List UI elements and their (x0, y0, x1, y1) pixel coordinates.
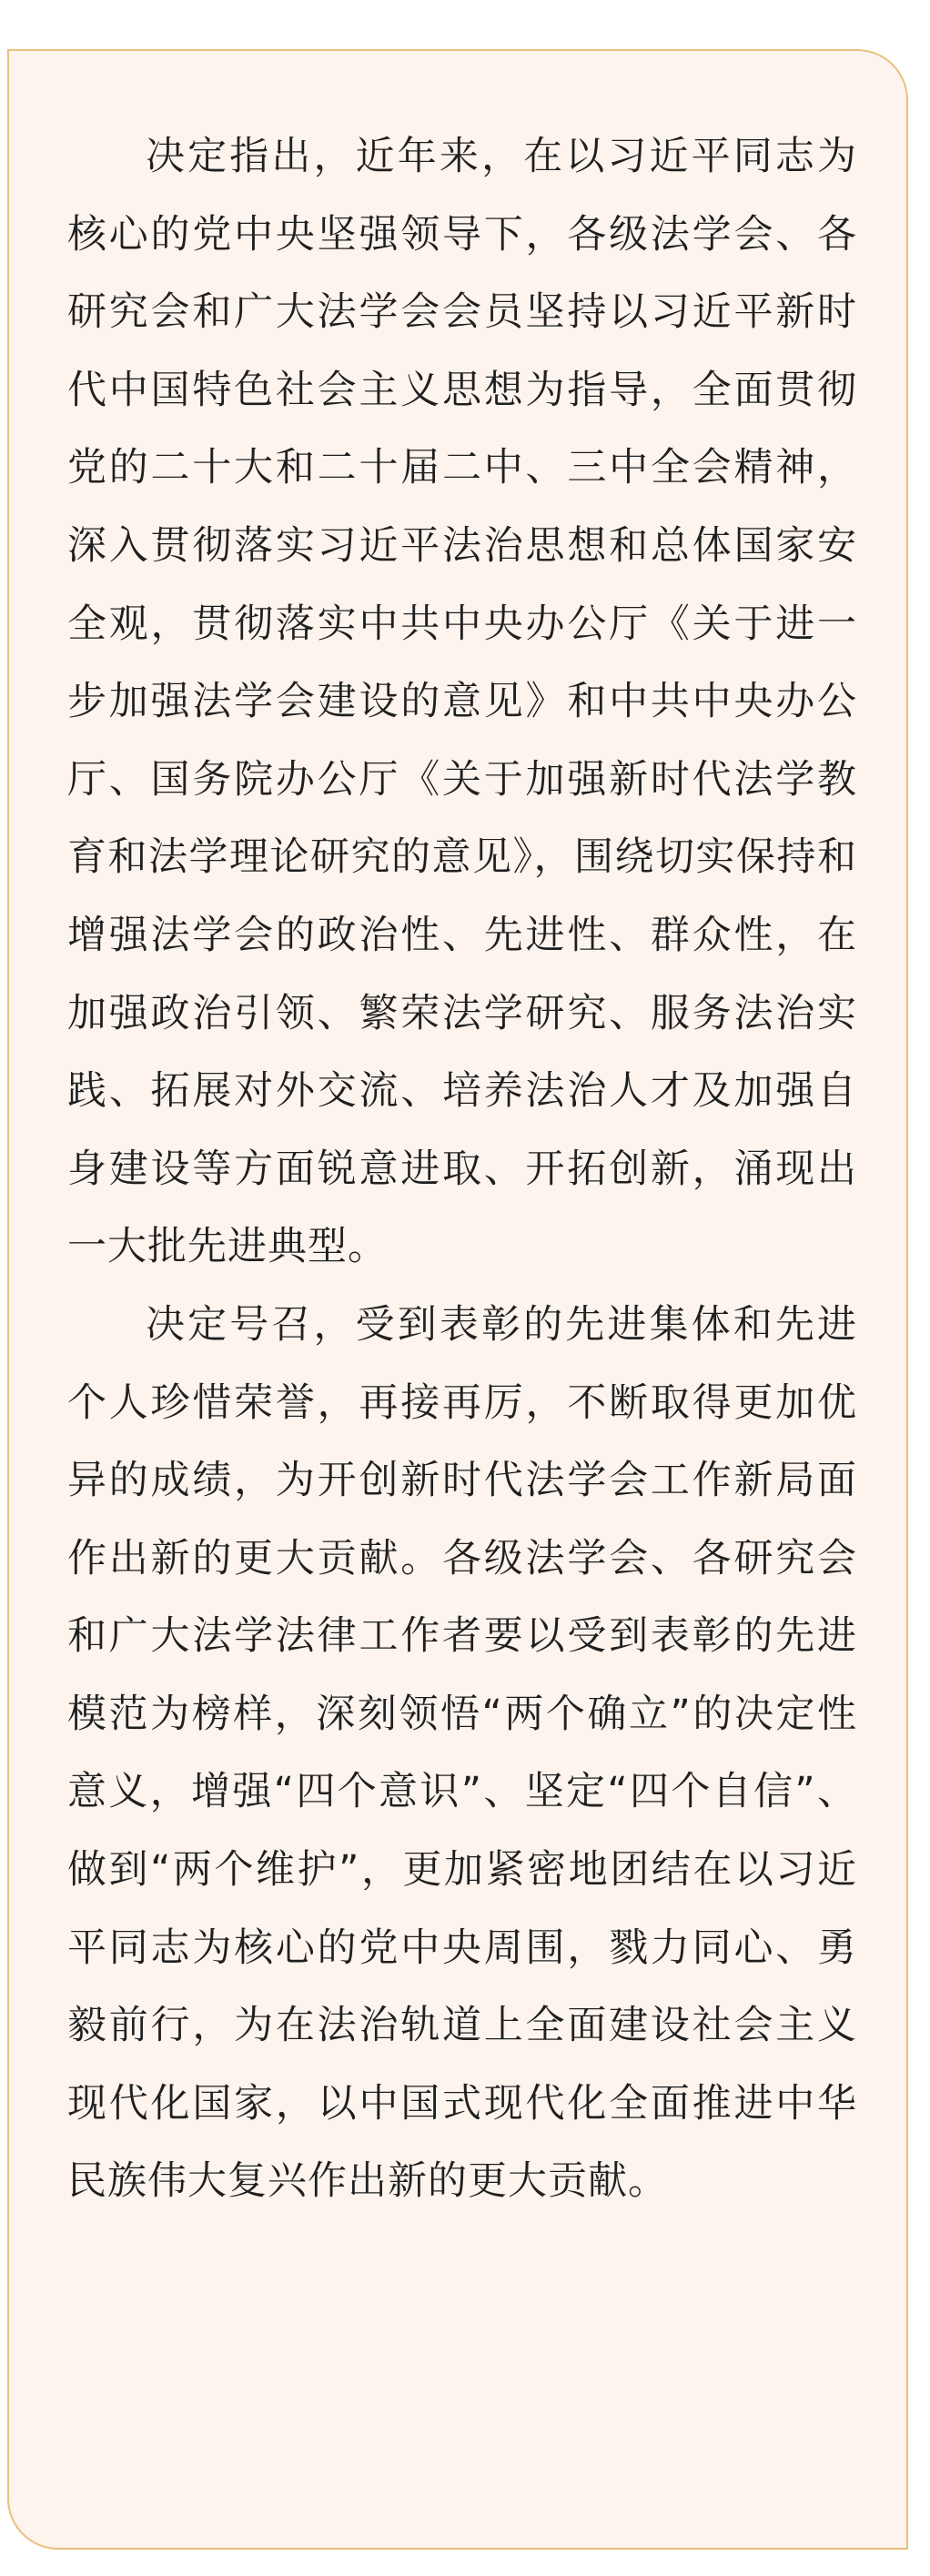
paragraph-decision-summary: 决定指出，近年来，在以习近平同志为核心的党中央坚强领导下，各级法学会、各研究会和广大法学会会员坚持以习近平新时代中国特色社会主义思想为指导，全面贯彻党的二十大和二十届二中、三中全会精神，深入贯彻落实习近平法治思想和总体国家安全观，贯彻落实中共中央办公厅《关于进一步加强法学会建设的意见》和中共中央办公厅、国务院办公厅《关于加强新时代法学教育和法学理论研究的意见》，围绕切实保持和增强法学会的政治性、先进性、群众性，在加强政治引领、繁荣法学研究、服务法治实践、拓展对外交流、培养法治人才及加强自身建设等方面锐意进取、开拓创新，涌现出一大批先进典型。 (67, 134, 857, 1270)
paragraph-decision-call: 决定号召，受到表彰的先进集体和先进个人珍惜荣誉，再接再厉，不断取得更加优异的成绩，为开创新时代法学会工作新局面作出新的更大贡献。各级法学会、各研究会和广大法学法律工作者要以受到表彰的先进模范为榜样，深刻领悟“两个确立”的决定性意义，增强“四个意识”、坚定“四个自信”、做到“两个维护”，更加紧密地团结在以习近平同志为核心的党中央周围，戮力同心、勇毅前行，为在法治轨道上全面建设社会主义现代化国家，以中国式现代化全面推进中华民族伟大复兴作出新的更大贡献。 (67, 1301, 857, 2205)
article-body (67, 118, 857, 2221)
article-card (7, 49, 908, 2550)
